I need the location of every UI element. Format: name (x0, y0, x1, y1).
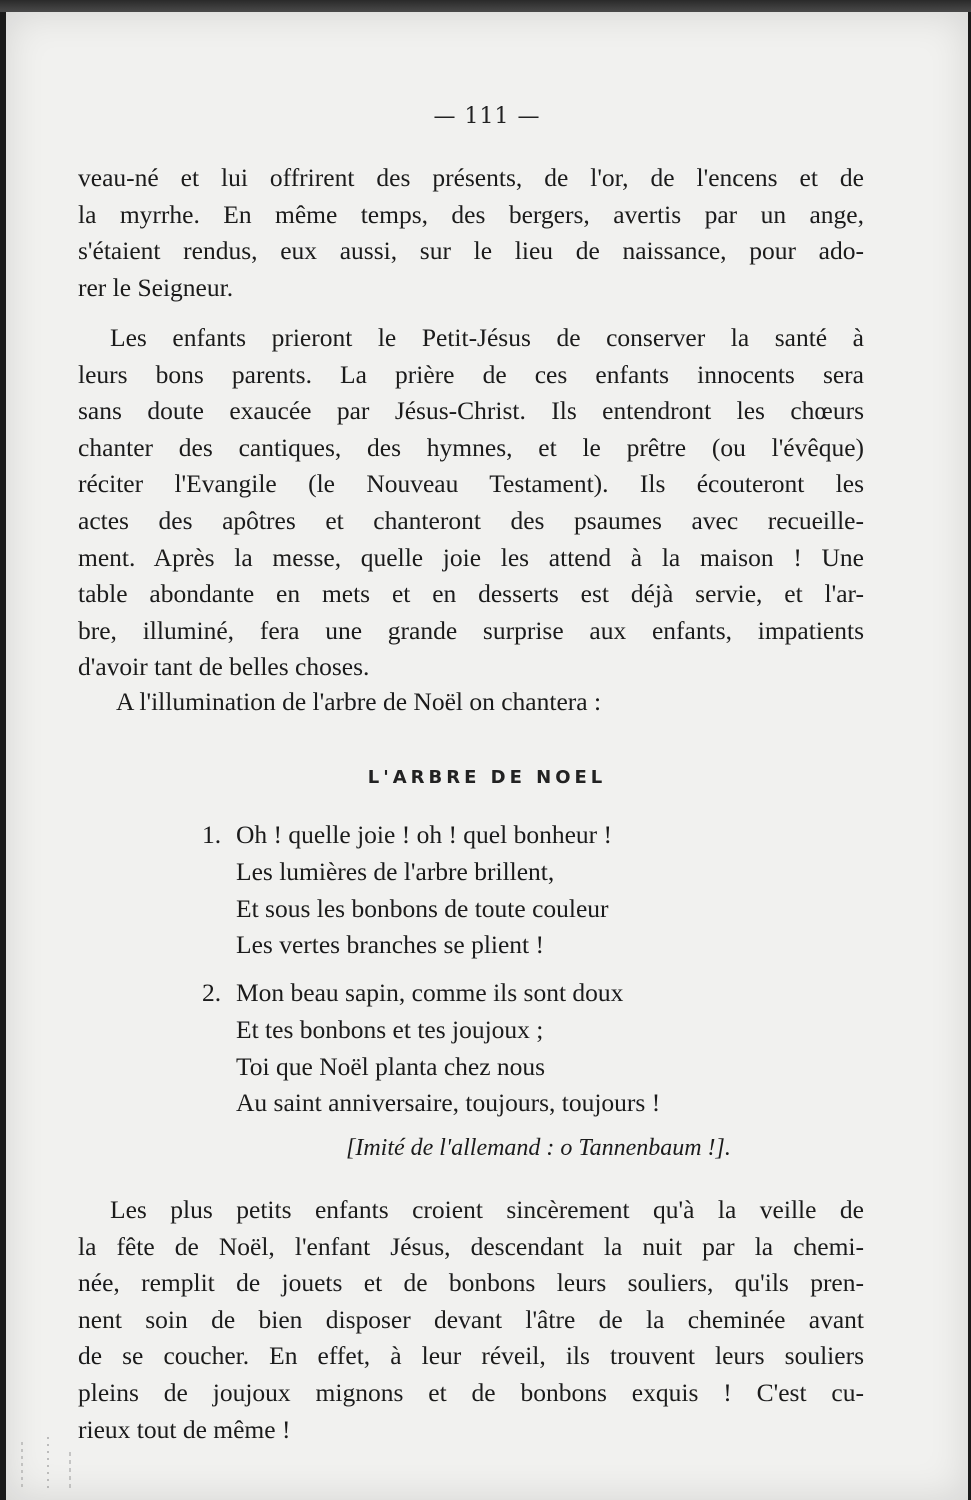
paragraph-2-line: leurs bons parents. La prière de ces enfants innocents sera (78, 359, 864, 389)
book-page (6, 12, 968, 1500)
paragraph-2-line: chanter des cantiques, des hymnes, et le prêtre (ou l'évêque) (78, 432, 864, 462)
poem-verse: Les vertes branches se plient ! (236, 930, 545, 960)
binding-marks (14, 1432, 74, 1492)
verse-text: Oh ! quelle joie ! oh ! quel bonheur ! (236, 820, 613, 849)
poem-verse: Et sous les bonbons de toute couleur (236, 893, 609, 923)
stanza-number: 2. (202, 978, 222, 1007)
paragraph-1-line: la myrrhe. En même temps, des bergers, avertis par un ange, (78, 199, 864, 229)
scan-top-edge (0, 0, 971, 12)
paragraph-3-line: rieux tout de même ! (78, 1414, 291, 1444)
paragraph-2-line: table abondante en mets et en desserts est déjà servie, et l'ar- (78, 579, 864, 609)
paragraph-1-line: rer le Seigneur. (78, 272, 234, 302)
stanza-number: 1. (202, 820, 222, 849)
paragraph-3 (78, 1192, 864, 1448)
paragraph-3-line: Les plus petits enfants croient sincèrement qu'à la veille de (110, 1195, 864, 1224)
paragraph-3-line: de se coucher. En effet, à leur réveil, ils trouvent leurs souliers (78, 1341, 864, 1371)
paragraph-1-line: s'étaient rendus, eux aussi, sur le lieu de naissance, pour ado- (78, 236, 864, 266)
poem-verse (202, 975, 660, 1012)
paragraph-2-line: ment. Après la messe, quelle joie les attend à la maison ! Une (78, 542, 864, 572)
paragraph-3-line: née, remplit de jouets et de bonbons leurs souliers, qu'ils pren- (78, 1268, 864, 1298)
poem-attribution: [Imité de l'allemand : o Tannenbaum !]. (346, 1135, 731, 1161)
paragraph-2-line: actes des apôtres et chanteront des psaumes avec recueille- (78, 505, 864, 535)
poem-verse: Au saint anniversaire, toujours, toujours ! (236, 1088, 661, 1118)
page-number: — 111 — (433, 104, 541, 129)
paragraph-3-line: nent soin de bien disposer devant l'âtre de la cheminée avant (78, 1304, 864, 1334)
poem-verse: Et tes bonbons et tes joujoux ; (236, 1014, 544, 1044)
poem-stanza-1 (202, 817, 612, 964)
paragraph-2-line: réciter l'Evangile (le Nouveau Testament). Ils écouteront les (78, 469, 864, 499)
paragraph-3-line: pleins de joujoux mignons et de bonbons exquis ! C'est cu- (78, 1377, 864, 1407)
poem-stanza-2 (202, 975, 660, 1122)
paragraph-2 (78, 320, 864, 686)
poem-verse: Les lumières de l'arbre brillent, (236, 856, 555, 886)
paragraph-3-line: la fête de Noël, l'enfant Jésus, descendant la nuit par la chemi- (78, 1231, 864, 1261)
paragraph-2-line: sans doute exaucée par Jésus-Christ. Ils entendront les chœurs (78, 396, 864, 426)
paragraph-2-line: bre, illuminé, fera une grande surprise aux enfants, impatients (78, 615, 864, 645)
poem-intro: A l'illumination de l'arbre de Noël on chantera : (116, 687, 602, 716)
poem-verse (202, 817, 612, 854)
verse-text: Mon beau sapin, comme ils sont doux (236, 978, 624, 1007)
paragraph-2-line: Les enfants prieront le Petit-Jésus de conserver la santé à (110, 323, 864, 352)
paragraph-1-line: veau-né et lui offrirent des présents, de l'or, de l'encens et de (78, 163, 864, 192)
paragraph-1 (78, 160, 864, 306)
poem-title: L'ARBRE DE NOEL (367, 767, 607, 788)
paragraph-2-line: d'avoir tant de belles choses. (78, 652, 370, 682)
poem-verse: Toi que Noël planta chez nous (236, 1051, 546, 1081)
